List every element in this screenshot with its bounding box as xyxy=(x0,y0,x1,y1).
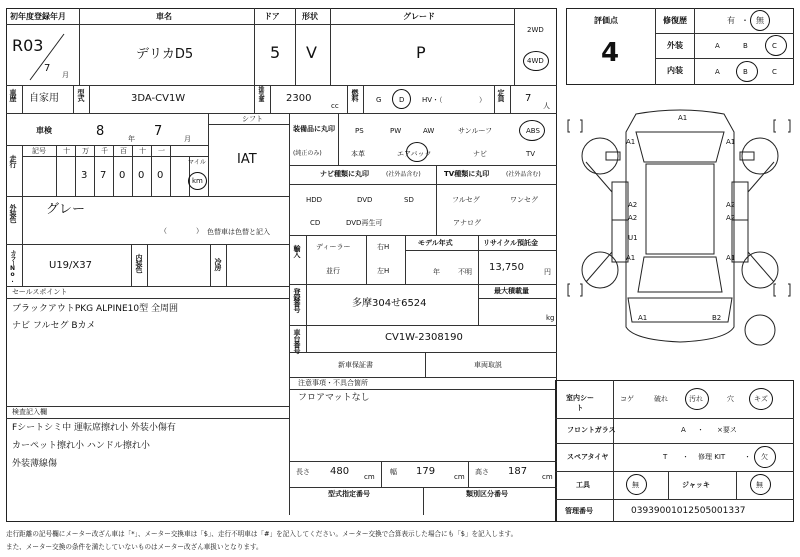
exterior-color-paren-close: ） xyxy=(196,227,203,235)
mileage-digit-3: 0 xyxy=(138,170,145,181)
recycle-label: リサイクル預託金 xyxy=(483,239,539,247)
mileage-unit-3: 百 xyxy=(120,147,127,155)
shape-label: 形状 xyxy=(302,12,318,21)
recycle-unit: 円 xyxy=(544,268,551,276)
displacement-unit: cc xyxy=(331,102,339,110)
plate-label: 登録番号 xyxy=(293,288,301,312)
seat-stain-circle xyxy=(685,388,709,410)
tools-label: 工具 xyxy=(576,481,590,489)
sales-point-line2: ナビ フルセグ Bカメ xyxy=(12,321,96,331)
jack-label: ジャッキ xyxy=(682,481,710,489)
mileage-symbol-label: 記号 xyxy=(32,147,46,155)
equip-abs: ABS xyxy=(526,127,540,135)
exterior-color-paren-open: （ xyxy=(160,227,167,235)
import-label: 輸入 xyxy=(293,245,301,257)
capacity-value: 7 xyxy=(525,93,532,104)
category-label: 類別区分番号 xyxy=(466,490,508,498)
import-right: 右H xyxy=(377,243,390,251)
drive-2wd: 2WD xyxy=(527,26,544,34)
fuel-g: G xyxy=(376,96,382,104)
mileage-unit-2: 千 xyxy=(101,147,108,155)
equipment-label: 装備品に丸印 xyxy=(293,125,335,133)
inspection-line2: カーペット擦れ小 ハンドル擦れ小 xyxy=(12,441,150,451)
mileage-unit-5: 一 xyxy=(158,147,165,155)
repair-yes: 有 xyxy=(727,16,735,25)
sales-point-line1: ブラックアウトPKG ALPINE10型 全周囲 xyxy=(12,304,178,314)
tv-fullseg: フルセグ xyxy=(452,196,480,204)
seat-burn: コゲ xyxy=(620,395,634,403)
navi-cd: CD xyxy=(310,219,321,227)
inspection-line3: 外装薄線傷 xyxy=(12,459,58,469)
shaken-year: 8 xyxy=(96,124,105,139)
model-year-unknown: 不明 xyxy=(458,268,472,276)
shape-value: V xyxy=(306,43,317,62)
designation-label: 型式指定番号 xyxy=(328,490,370,498)
sales-point-label: セールスポイント xyxy=(12,288,68,296)
spare-t: T xyxy=(663,453,668,461)
exterior-grade-circle xyxy=(765,35,787,56)
seat-hole: 穴 xyxy=(727,395,734,403)
diagram-mark-rear-right: B2 xyxy=(712,314,722,322)
model-value: 3DA-CV1W xyxy=(131,93,186,104)
mileage-km-circle xyxy=(188,172,207,190)
seat-stain: 汚れ xyxy=(689,395,703,403)
usage-label: 車歴 xyxy=(9,89,17,101)
exterior-grade-b: B xyxy=(743,42,748,50)
color-no-label: カラーNo. xyxy=(9,250,16,283)
height-label: 高さ xyxy=(475,468,489,476)
seat-scratch: キズ xyxy=(754,395,768,403)
tv-oneseg: ワンセグ xyxy=(510,196,538,204)
first-reg-month-unit: 月 xyxy=(62,71,69,79)
mileage-km: km xyxy=(192,177,203,185)
spare-label: スペアタイヤ xyxy=(567,453,609,461)
width-value: 179 xyxy=(416,466,436,477)
model-year-unit: 年 xyxy=(433,268,440,276)
diagram-mark-left-door1: A2 xyxy=(628,201,638,209)
interior-grade-a: A xyxy=(715,68,720,76)
diagram-mark-right-door2: A2 xyxy=(726,214,736,222)
inspection-line1: Fシートシミ中 運転席擦れ小 外装小傷有 xyxy=(12,423,176,433)
spare-sep2: ・ xyxy=(744,453,751,461)
seat-scratch-circle xyxy=(749,388,773,410)
plate-value: 多摩304せ6524 xyxy=(352,298,427,309)
mgmt-value: 03939001012505001337 xyxy=(631,506,746,516)
first-reg-label: 初年度登録年月 xyxy=(10,12,66,21)
exterior-color-note: 色替車は色替と記入 xyxy=(207,228,270,236)
spare-none: 欠 xyxy=(761,453,768,461)
color-no-value: U19/X37 xyxy=(49,260,92,271)
equip-aw: AW xyxy=(423,127,435,135)
import-dealer: ディーラー xyxy=(316,243,351,251)
mileage-unit-0: 十 xyxy=(63,147,70,155)
width-unit: cm xyxy=(454,473,465,481)
jack-circle xyxy=(750,474,771,495)
equip-sunroof: サンルーフ xyxy=(458,127,493,135)
mileage-digit-4: 0 xyxy=(157,170,164,181)
model-year-label: モデル年式 xyxy=(418,239,453,247)
navi-dvd: DVD xyxy=(357,196,373,204)
height-unit: cm xyxy=(542,473,553,481)
height-value: 187 xyxy=(508,466,528,477)
usage-value: 自家用 xyxy=(29,93,59,104)
repair-no: 無 xyxy=(756,16,764,25)
interior-grade-b: B xyxy=(743,68,748,76)
mileage-mile: マイル xyxy=(188,159,206,166)
chassis-value: CV1W-2308190 xyxy=(385,332,463,343)
shift-label: シフト xyxy=(242,115,263,123)
chassis-label: 車台番号 xyxy=(293,329,301,353)
max-load-unit: kg xyxy=(546,314,555,322)
score-label: 評価点 xyxy=(594,16,618,25)
interior-grade-c: C xyxy=(772,68,777,76)
fuel-selected-circle xyxy=(392,89,411,109)
repair-label: 修復歴 xyxy=(663,16,687,25)
inspection-label: 検査記入欄 xyxy=(12,408,47,416)
exterior-grade-label: 外装 xyxy=(667,41,683,50)
glass-need: ×要ス xyxy=(717,426,737,434)
mileage-unit-4: 十 xyxy=(139,147,146,155)
tv-analog: アナログ xyxy=(453,219,481,227)
glass-label: フロントガラス xyxy=(567,426,616,434)
warranty-label: 新車保証書 xyxy=(338,361,373,369)
navi-label: ナビ種類に丸印 xyxy=(320,170,369,178)
repair-dot: ・ xyxy=(741,16,749,25)
diagram-mark-right-rear: A1 xyxy=(726,254,736,262)
footer-line1: 走行距離の記号欄にメーター改ざん車は「*」、メーター交換車は「$」、走行不明車は「#」を記入してください。メーター交換で合算表示した場合にも「$」を記入します。 xyxy=(6,530,518,538)
glass-sep: ・ xyxy=(697,426,704,434)
import-parallel: 並行 xyxy=(326,267,340,275)
shaken-year-unit: 年 xyxy=(128,135,135,143)
seat-tear: 破れ xyxy=(654,395,668,403)
spare-sep: ・ xyxy=(682,453,689,461)
equip-abs-circle xyxy=(519,120,545,141)
notes-label: 注意事項・不具合箇所 xyxy=(298,379,368,387)
door-label: ドア xyxy=(264,12,280,21)
model-label: 型式 xyxy=(77,89,85,101)
footer-line2: また、メーター交換の条件を満たしていないものはメーター改ざん車扱いとなります。 xyxy=(6,543,263,551)
seat-label: 室内シート xyxy=(566,394,594,412)
diagram-mark-left-door3: U1 xyxy=(628,234,638,242)
width-label: 幅 xyxy=(390,468,397,476)
interior-grade-label: 内装 xyxy=(667,66,683,75)
equip-airbag: エアバック xyxy=(397,150,432,158)
diagram-mark-front: A1 xyxy=(678,114,688,122)
spare-kit: 修理 KIT xyxy=(698,453,726,461)
drive-4wd: 4WD xyxy=(527,57,544,65)
diagram-mark-left-front: A1 xyxy=(626,138,636,146)
car-name-value: デリカD5 xyxy=(136,47,194,62)
mileage-label: 走行 xyxy=(9,155,17,167)
door-value: 5 xyxy=(270,43,281,62)
fuel-label: 燃料 xyxy=(351,89,359,101)
exterior-color-value: グレー xyxy=(46,202,86,217)
fuel-hv: HV・（ xyxy=(422,96,443,104)
grade-value: P xyxy=(416,43,426,62)
shift-value: IAT xyxy=(237,152,257,167)
equip-pw: PW xyxy=(390,127,402,135)
mileage-digit-2: 0 xyxy=(119,170,126,181)
fuel-d: D xyxy=(399,96,405,104)
navi-dvd-play: DVD再生可 xyxy=(346,219,383,227)
first-reg-month: 7 xyxy=(44,63,51,74)
equipment-sub: (純正のみ) xyxy=(293,150,322,157)
import-left: 左H xyxy=(377,267,390,275)
car-damage-diagram xyxy=(566,92,794,382)
diagram-mark-right-door1: A2 xyxy=(726,201,736,209)
equip-ps: PS xyxy=(355,127,364,135)
jack-value: 無 xyxy=(756,481,763,489)
navi-sd: SD xyxy=(404,196,414,204)
max-load-label: 最大積載量 xyxy=(494,287,529,295)
exterior-grade-a: A xyxy=(715,42,720,50)
recycle-value: 13,750 xyxy=(489,262,524,273)
shaken-month-unit: 月 xyxy=(184,135,191,143)
displacement-value: 2300 xyxy=(286,93,312,104)
mgmt-label: 管理番号 xyxy=(565,507,593,515)
shaken-month: 7 xyxy=(154,124,163,139)
aircon-label: 冷房 xyxy=(214,258,222,270)
exterior-grade-c: C xyxy=(772,42,777,50)
mileage-digit-0: 3 xyxy=(81,170,88,181)
navi-hdd: HDD xyxy=(306,196,323,204)
score-value: 4 xyxy=(601,38,620,68)
navi-sub: (社外品含む) xyxy=(386,171,421,178)
equip-tv: TV xyxy=(526,150,536,158)
length-label: 長さ xyxy=(296,468,310,476)
first-reg-slash xyxy=(20,28,80,84)
tools-circle xyxy=(626,474,647,495)
length-unit: cm xyxy=(364,473,375,481)
spare-none-circle xyxy=(754,446,776,468)
capacity-label: 定員 xyxy=(497,89,505,101)
mileage-digit-1: 7 xyxy=(100,170,107,181)
tv-sub: (社外品含む) xyxy=(506,171,541,178)
equip-leather: 本革 xyxy=(351,150,365,158)
diagram-mark-left-rear: A1 xyxy=(626,254,636,262)
displacement-label: 排気量 xyxy=(257,86,264,101)
first-reg-value: R03 xyxy=(12,36,44,55)
tv-label: TV種類に丸印 xyxy=(444,170,490,178)
tools-value: 無 xyxy=(632,481,639,489)
equip-airbag-circle xyxy=(406,142,428,162)
shaken-label: 車検 xyxy=(36,126,52,135)
drive-selected-circle xyxy=(523,51,549,71)
repair-selected-circle xyxy=(750,10,770,31)
exterior-color-label: 外装色 xyxy=(9,204,17,222)
interior-grade-circle xyxy=(736,61,758,82)
fuel-hv-close: ） xyxy=(479,96,486,104)
equip-navi: ナビ xyxy=(473,150,487,158)
glass-a: A xyxy=(681,426,686,434)
interior-color-label: 内装色 xyxy=(135,254,143,272)
capacity-unit: 人 xyxy=(543,102,550,110)
diagram-mark-right-front: A1 xyxy=(726,138,736,146)
length-value: 480 xyxy=(330,466,350,477)
diagram-mark-rear-left: A1 xyxy=(638,314,648,322)
mileage-unit-1: 万 xyxy=(82,147,89,155)
diagram-mark-left-door2: A2 xyxy=(628,214,638,222)
car-name-label: 車名 xyxy=(156,12,172,21)
grade-label: グレード xyxy=(403,12,435,21)
manual-label: 車両取説 xyxy=(474,361,502,369)
notes-value: フロアマットなし xyxy=(298,393,370,403)
